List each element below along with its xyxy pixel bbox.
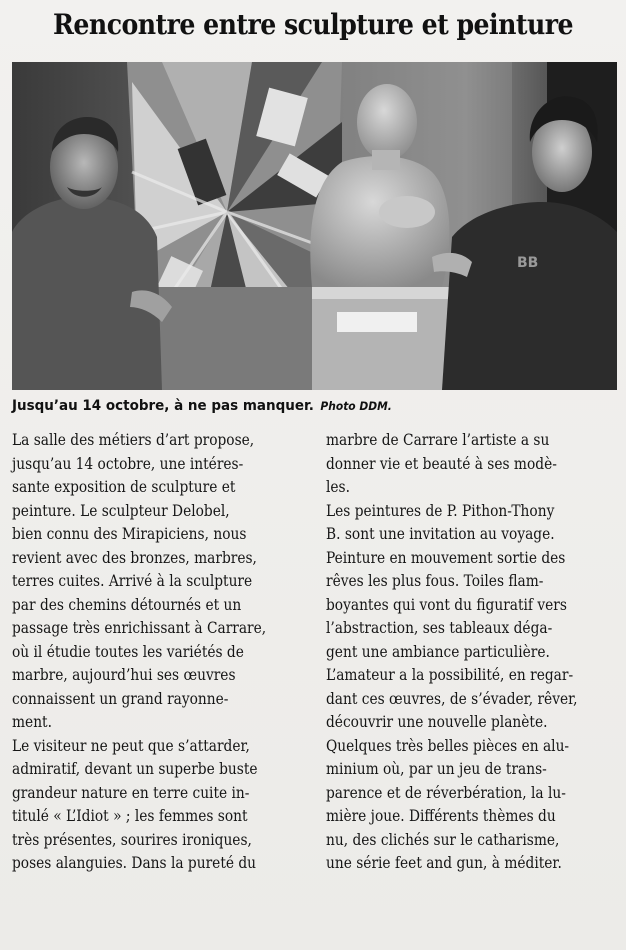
text-line: poses alanguies. Dans la pureté du (12, 853, 257, 872)
shirt-logo-icon: BB (517, 255, 539, 271)
text-line: nu, des clichés sur le catharisme, (326, 829, 560, 849)
pedestal (152, 287, 462, 390)
text-line: ment. (12, 712, 52, 731)
text-line: revient avec des bronzes, marbres, (12, 547, 257, 567)
article-column-right (326, 428, 619, 875)
text-line: où il étudie toutes les variétés de (12, 641, 244, 661)
article-photo (12, 62, 617, 390)
text-line: grandeur nature en terre cuite in- (12, 782, 250, 802)
text-line: terres cuites. Arrivé à la sculpture (12, 571, 253, 590)
text-line: gent une ambiance particulière. (326, 641, 550, 661)
text-line: découvrir une nouvelle planète. (326, 712, 548, 731)
text-line: titulé « L’Idiot » ; les femmes sont (12, 806, 248, 825)
text-line: admiratif, devant un superbe buste (12, 759, 258, 778)
text-line: rêves les plus fous. Toiles flam- (326, 571, 544, 590)
text-line: très présentes, sourires ironiques, (12, 829, 252, 849)
text-line: Peinture en mouvement sortie des (326, 547, 566, 567)
text-line: B. sont une invitation au voyage. (326, 524, 555, 543)
text-line: sante exposition de sculpture et (12, 477, 236, 496)
text-line: marbre de Carrare l’artiste a su (326, 430, 550, 449)
text-line: Le visiteur ne peut que s’attarder, (12, 735, 250, 755)
text-line: jusqu’au 14 octobre, une intéres- (12, 453, 244, 473)
text-line: les. (326, 477, 350, 496)
text-line: connaissent un grand rayonne- (12, 688, 229, 708)
text-line: passage très enrichissant à Carrare, (12, 618, 267, 637)
text-line: La salle des métiers d’art propose, (12, 430, 255, 449)
text-line: Les peintures de P. Pithon-Thony (326, 500, 555, 520)
photo-caption (12, 398, 392, 414)
article-column-left (12, 428, 305, 875)
text-line: boyantes qui vont du figuratif vers (326, 594, 567, 614)
text-line: L’amateur a la possibilité, en regar- (326, 665, 574, 684)
text-line: l’abstraction, ses tableaux déga- (326, 618, 553, 637)
text-line: peinture. Le sculpteur Delobel, (12, 500, 230, 520)
text-line: mière joue. Différents thèmes du (326, 806, 556, 825)
text-line: dant ces œuvres, de s’évader, rêver, (326, 688, 578, 708)
text-line: marbre, aujourd’hui ses œuvres (12, 665, 236, 684)
text-line: parence et de réverbération, la lu- (326, 782, 566, 802)
text-line: Quelques très belles pièces en alu- (326, 735, 570, 755)
text-line: donner vie et beauté à ses modè- (326, 453, 557, 473)
text-line: minium où, par un jeu de trans- (326, 759, 547, 778)
text-line: bien connu des Mirapiciens, nous (12, 524, 247, 543)
article-headline: Rencontre entre sculpture et peinture (53, 8, 573, 41)
photo-credit: Photo DDM. (320, 399, 392, 413)
caption-text: Jusqu’au 14 octobre, à ne pas manquer. (12, 398, 314, 414)
text-line: une série feet and gun, à méditer. (326, 853, 562, 872)
text-line: par des chemins détournés et un (12, 594, 242, 614)
